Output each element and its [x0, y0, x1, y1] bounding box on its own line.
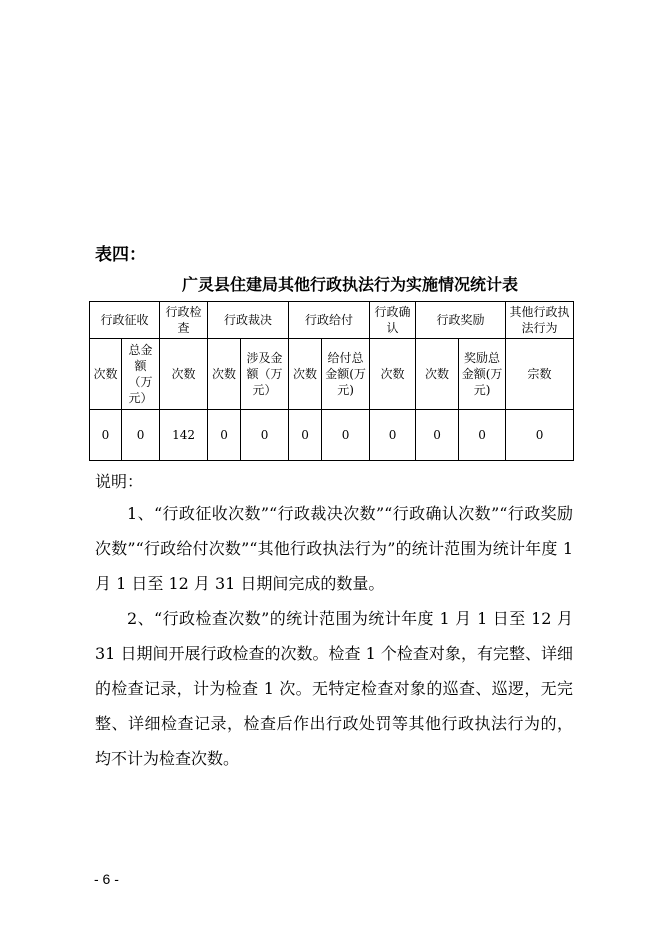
note-paragraph: 2、“行政检查次数”的统计范围为统计年度 1 月 1 日至 12 月 31 日期间开展行政检查的次数。检查 1 个检查对象，有完整、详细的检查记录，计为检查 1 次。无特定检查对象的巡查、巡逻，无完整、详细检查记录，检查后作出行政处罚等其他行政执法行为的，均不计为检查次数。 [95, 609, 573, 768]
data-cell: 0 [322, 410, 370, 461]
section-label: 表四： [95, 245, 146, 265]
group-header: 其他行政执法行为 [506, 302, 574, 339]
notes-heading: 说明： [95, 472, 144, 491]
sub-header: 次数 [90, 339, 122, 410]
data-cell: 0 [416, 410, 459, 461]
data-row [90, 410, 574, 461]
note-paragraph: 1、“行政征收次数”“行政裁决次数”“行政确认次数”“行政奖励次数”“行政给付次数”“其他行政执法行为”的统计范围为统计年度 1 月 1 日至 12 月 31 日期间完成的数量。 [95, 504, 573, 593]
group-header: 行政检查 [160, 302, 208, 339]
page-number: - 6 - [94, 871, 119, 887]
group-header: 行政征收 [90, 302, 160, 339]
group-header: 行政给付 [289, 302, 370, 339]
group-header: 行政确认 [370, 302, 416, 339]
sub-header: 次数 [416, 339, 459, 410]
data-cell: 0 [459, 410, 506, 461]
sub-header: 次数 [289, 339, 322, 410]
data-cell: 0 [122, 410, 160, 461]
sub-header: 涉及金额（万元） [241, 339, 289, 410]
sub-header: 奖励总金额(万元) [459, 339, 506, 410]
header-row-groups [90, 302, 574, 339]
table-title: 广灵县住建局其他行政执法行为实施情况统计表 [181, 275, 518, 294]
sub-header: 次数 [370, 339, 416, 410]
group-header: 行政裁决 [208, 302, 289, 339]
sub-header: 宗数 [506, 339, 574, 410]
sub-header: 次数 [208, 339, 241, 410]
data-cell: 0 [370, 410, 416, 461]
data-cell: 142 [160, 410, 208, 461]
header-row-subheaders [90, 339, 574, 410]
data-cell: 0 [289, 410, 322, 461]
statistics-table [89, 301, 574, 461]
sub-header: 给付总金额(万元) [322, 339, 370, 410]
group-header: 行政奖励 [416, 302, 506, 339]
sub-header: 次数 [160, 339, 208, 410]
data-cell: 0 [90, 410, 122, 461]
data-cell: 0 [241, 410, 289, 461]
data-cell: 0 [506, 410, 574, 461]
sub-header: 总金额（万元） [122, 339, 160, 410]
data-cell: 0 [208, 410, 241, 461]
